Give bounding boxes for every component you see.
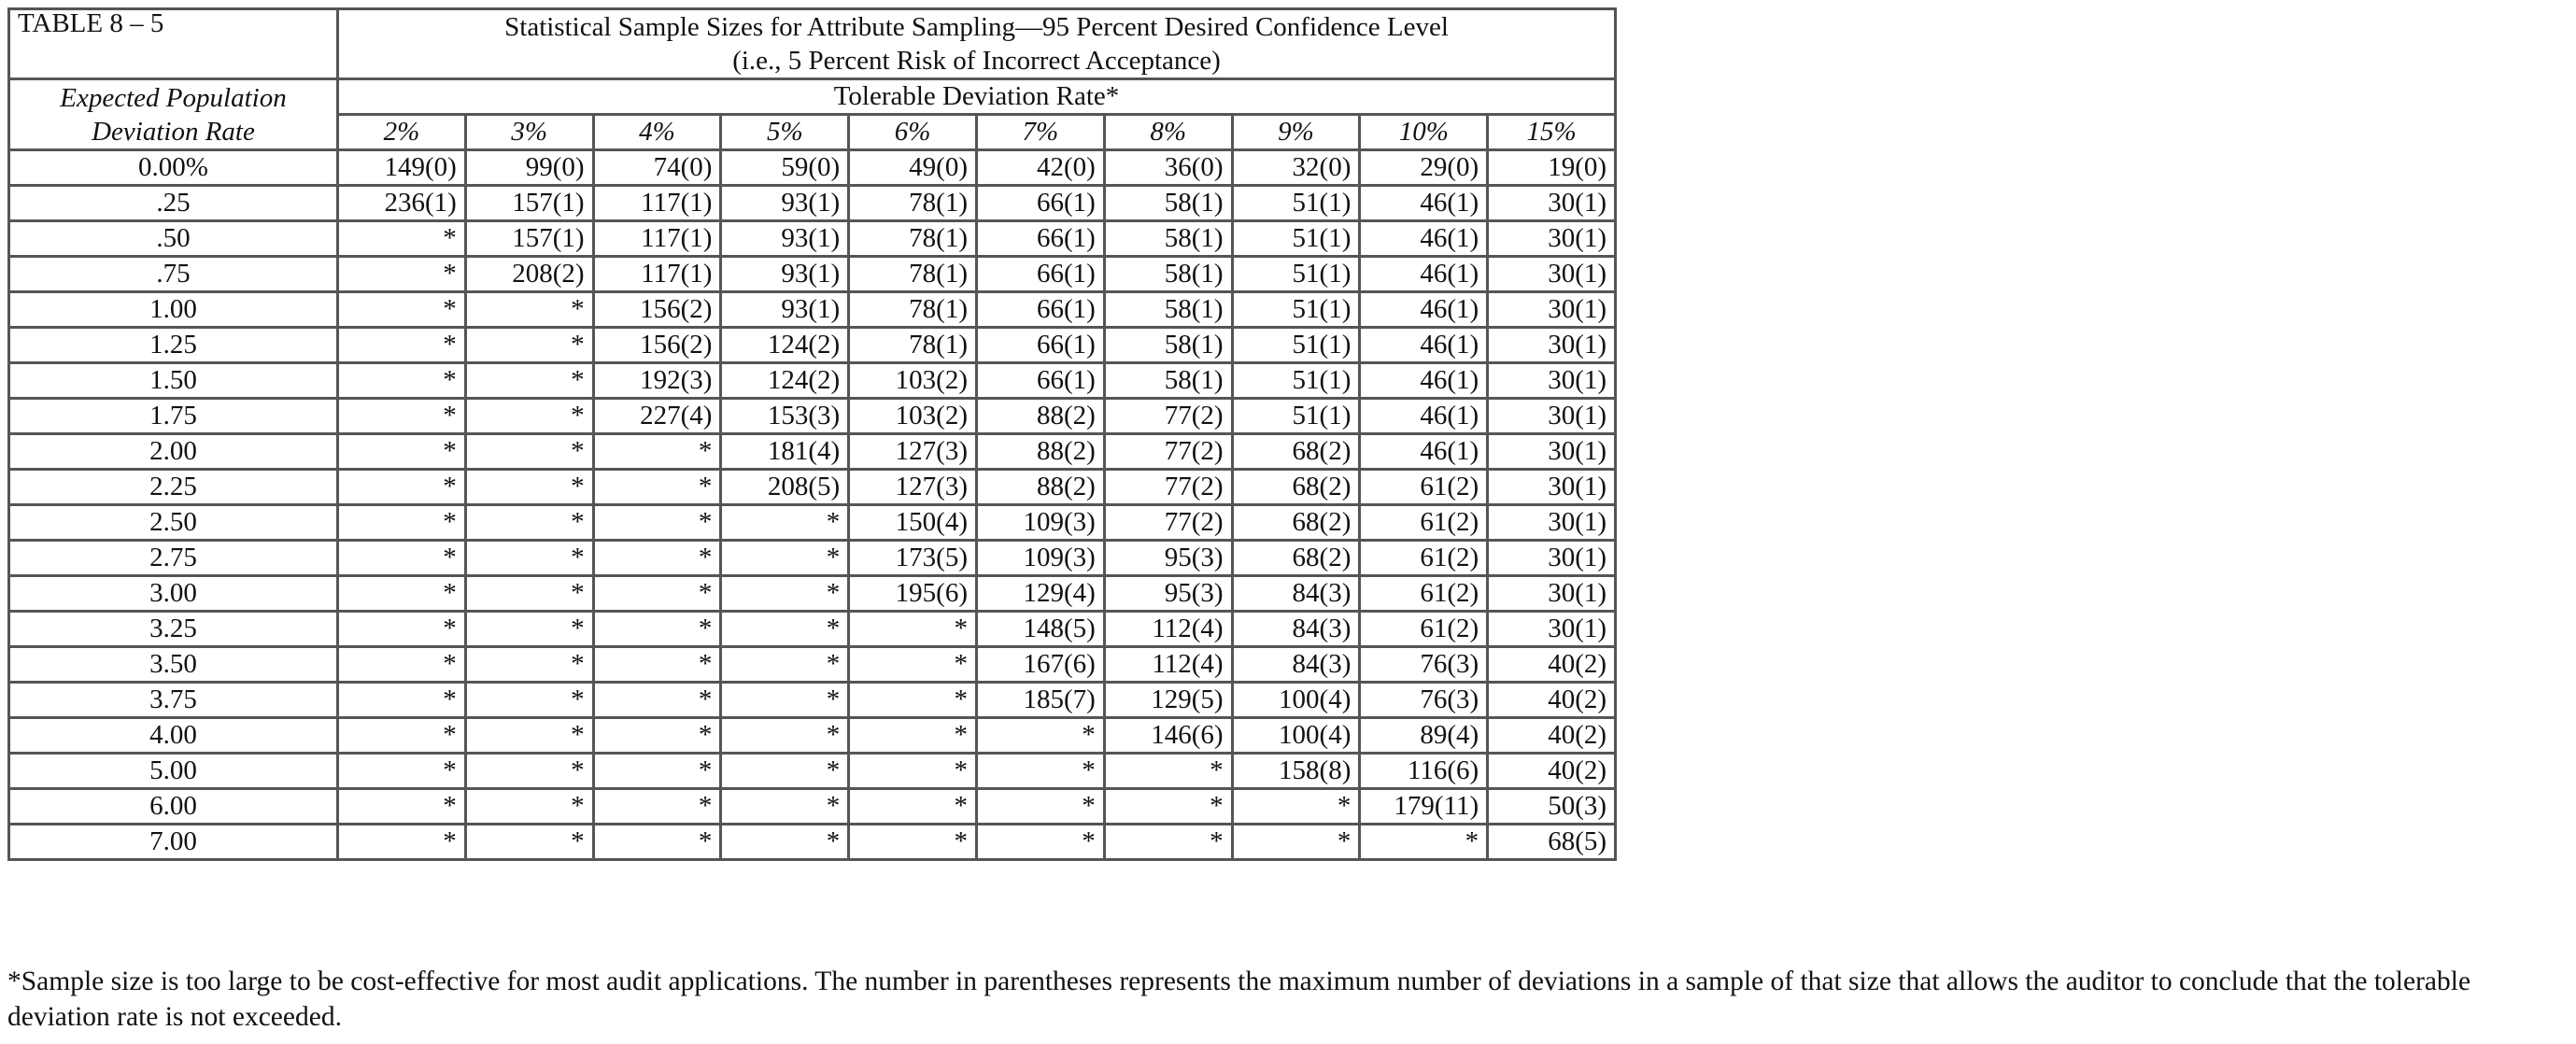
table-cell: 103(2) [849,363,977,399]
table-cell: * [721,683,849,718]
table-cell: 42(0) [976,150,1104,186]
table-cell: 66(1) [976,186,1104,221]
table-cell: 157(1) [465,186,593,221]
table-cell: * [849,718,977,754]
table-cell: 61(2) [1360,470,1488,505]
table-title-line-1: Statistical Sample Sizes for Attribute Sampling—95 Percent Desired Confidence Level [504,12,1449,42]
table-cell: * [721,718,849,754]
table-cell: 30(1) [1488,328,1616,363]
table-cell: * [465,505,593,541]
table-cell: 58(1) [1104,363,1232,399]
table-cell: 40(2) [1488,754,1616,789]
table-cell: * [721,541,849,576]
table-cell: 29(0) [1360,150,1488,186]
table-cell: 77(2) [1104,505,1232,541]
table-cell: 66(1) [976,363,1104,399]
table-cell: * [849,647,977,683]
table-row [9,683,1616,718]
table-cell: * [721,647,849,683]
title-row [9,9,1616,79]
table-row [9,576,1616,612]
table-cell: * [593,754,721,789]
table-cell: * [1232,789,1360,825]
table-cell: * [849,825,977,860]
table-cell: * [338,292,466,328]
table-cell: * [338,470,466,505]
row-label: 2.50 [9,505,338,541]
table-cell: 158(8) [1232,754,1360,789]
table-cell: 61(2) [1360,612,1488,647]
table-cell: * [465,470,593,505]
table-cell: 51(1) [1232,221,1360,257]
row-label: 2.25 [9,470,338,505]
table-cell: 68(2) [1232,541,1360,576]
table-cell: 88(2) [976,434,1104,470]
table-cell: 129(4) [976,576,1104,612]
table-cell: 51(1) [1232,186,1360,221]
table-cell: 30(1) [1488,541,1616,576]
table-cell: 76(3) [1360,647,1488,683]
column-header: 15% [1488,115,1616,150]
table-cell: 50(3) [1488,789,1616,825]
table-cell: * [338,683,466,718]
table-cell: 68(2) [1232,505,1360,541]
table-cell: * [1104,754,1232,789]
table-cell: 40(2) [1488,718,1616,754]
table-cell: 78(1) [849,221,977,257]
table-row [9,150,1616,186]
row-label: 6.00 [9,789,338,825]
table-cell: 129(5) [1104,683,1232,718]
table-cell: * [338,505,466,541]
table-row [9,505,1616,541]
table-cell: 19(0) [1488,150,1616,186]
table-cell: * [593,505,721,541]
table-cell: 59(0) [721,150,849,186]
sample-size-table [7,7,1617,861]
table-cell: 95(3) [1104,541,1232,576]
table-cell: 112(4) [1104,612,1232,647]
table-cell: 157(1) [465,221,593,257]
table-cell: 208(2) [465,257,593,292]
table-cell: * [976,789,1104,825]
table-cell: * [849,612,977,647]
table-cell: 58(1) [1104,257,1232,292]
table-cell: 236(1) [338,186,466,221]
row-label: .25 [9,186,338,221]
table-cell: * [465,754,593,789]
table-cell: * [465,541,593,576]
table-cell: 74(0) [593,150,721,186]
table-row [9,718,1616,754]
table-cell: 156(2) [593,328,721,363]
table-cell: 40(2) [1488,647,1616,683]
table-row [9,257,1616,292]
table-cell: * [465,328,593,363]
row-label: 3.00 [9,576,338,612]
table-cell: 117(1) [593,186,721,221]
table-row [9,541,1616,576]
row-label: .50 [9,221,338,257]
table-cell: 30(1) [1488,221,1616,257]
table-cell: * [338,718,466,754]
table-cell: * [849,683,977,718]
row-label: 2.00 [9,434,338,470]
row-label: 5.00 [9,754,338,789]
column-header: 4% [593,115,721,150]
table-cell: 124(2) [721,328,849,363]
table-cell: * [338,363,466,399]
table-cell: * [721,825,849,860]
row-label: 1.50 [9,363,338,399]
table-cell: 89(4) [1360,718,1488,754]
table-cell: 78(1) [849,292,977,328]
table-cell: * [976,718,1104,754]
row-label: 3.75 [9,683,338,718]
table-cell: 66(1) [976,292,1104,328]
table-cell: 36(0) [1104,150,1232,186]
table-cell: 51(1) [1232,399,1360,434]
table-cell: * [593,647,721,683]
table-cell: * [721,754,849,789]
table-cell: 40(2) [1488,683,1616,718]
table-title [338,9,1616,79]
table-cell: 78(1) [849,257,977,292]
table-cell: 49(0) [849,150,977,186]
table-cell: * [849,789,977,825]
table-cell: * [338,576,466,612]
table-row [9,399,1616,434]
table-cell: 192(3) [593,363,721,399]
table-cell: 30(1) [1488,612,1616,647]
table-cell: 46(1) [1360,328,1488,363]
table-cell: 150(4) [849,505,977,541]
column-header: 8% [1104,115,1232,150]
table-cell: 30(1) [1488,470,1616,505]
table-cell: 112(4) [1104,647,1232,683]
table-cell: 116(6) [1360,754,1488,789]
table-cell: 51(1) [1232,292,1360,328]
table-cell: * [849,754,977,789]
table-cell: * [721,789,849,825]
table-cell: 117(1) [593,257,721,292]
table-row [9,647,1616,683]
table-cell: 84(3) [1232,612,1360,647]
table-cell: * [338,328,466,363]
table-cell: 167(6) [976,647,1104,683]
table-cell: 93(1) [721,257,849,292]
group-header-row [9,79,1616,115]
table-cell: 84(3) [1232,576,1360,612]
table-cell: * [721,505,849,541]
table-cell: 95(3) [1104,576,1232,612]
table-cell: 76(3) [1360,683,1488,718]
table-row [9,363,1616,399]
table-cell: 30(1) [1488,186,1616,221]
table-row [9,434,1616,470]
table-cell: 46(1) [1360,434,1488,470]
table-row [9,789,1616,825]
table-cell: 195(6) [849,576,977,612]
sampling-table-container [7,7,1617,861]
table-cell: * [338,434,466,470]
table-body [9,150,1616,860]
table-cell: 30(1) [1488,434,1616,470]
table-cell: * [465,576,593,612]
table-cell: 99(0) [465,150,593,186]
table-cell: * [1360,825,1488,860]
table-footnote: *Sample size is too large to be cost-effective for most audit applications. The number in parentheses represents the maximum number of deviations in a sample of that size that allows the auditor to conclude that the tolerable deviation rate is not exceeded. [7,966,2471,1032]
table-cell: 124(2) [721,363,849,399]
row-label: 7.00 [9,825,338,860]
column-group-header: Tolerable Deviation Rate* [338,79,1616,115]
table-cell: 88(2) [976,399,1104,434]
column-header: 9% [1232,115,1360,150]
table-cell: * [593,434,721,470]
table-cell: 109(3) [976,541,1104,576]
table-cell: 185(7) [976,683,1104,718]
table-cell: * [593,789,721,825]
table-cell: 58(1) [1104,221,1232,257]
table-cell: * [338,399,466,434]
table-cell: 51(1) [1232,363,1360,399]
table-cell: * [593,718,721,754]
table-cell: 149(0) [338,150,466,186]
table-cell: * [976,754,1104,789]
table-row [9,292,1616,328]
table-cell: * [338,257,466,292]
table-cell: * [1232,825,1360,860]
column-header: 6% [849,115,977,150]
table-cell: 100(4) [1232,683,1360,718]
table-cell: * [338,754,466,789]
table-cell: * [976,825,1104,860]
row-label: 4.00 [9,718,338,754]
table-cell: 61(2) [1360,541,1488,576]
table-cell: 77(2) [1104,434,1232,470]
table-cell: 153(3) [721,399,849,434]
table-cell: 66(1) [976,221,1104,257]
row-label: 3.25 [9,612,338,647]
table-cell: 61(2) [1360,505,1488,541]
table-cell: 58(1) [1104,292,1232,328]
table-cell: * [593,541,721,576]
table-cell: * [465,683,593,718]
table-cell: 68(5) [1488,825,1616,860]
table-cell: * [593,683,721,718]
row-label: 0.00% [9,150,338,186]
table-cell: * [593,612,721,647]
table-cell: 78(1) [849,328,977,363]
column-header: 7% [976,115,1104,150]
table-cell: * [465,434,593,470]
table-cell: * [593,825,721,860]
table-cell: 173(5) [849,541,977,576]
table-cell: * [1104,789,1232,825]
column-header: 10% [1360,115,1488,150]
table-cell: 93(1) [721,292,849,328]
table-cell: 88(2) [976,470,1104,505]
table-cell: 208(5) [721,470,849,505]
table-cell: 30(1) [1488,292,1616,328]
table-cell: 46(1) [1360,363,1488,399]
table-cell: 66(1) [976,328,1104,363]
table-cell: 100(4) [1232,718,1360,754]
table-row [9,470,1616,505]
table-cell: 30(1) [1488,257,1616,292]
table-cell: * [721,612,849,647]
table-cell: * [465,825,593,860]
table-cell: 46(1) [1360,186,1488,221]
table-cell: 30(1) [1488,399,1616,434]
row-label: 2.75 [9,541,338,576]
table-cell: 127(3) [849,470,977,505]
table-cell: * [338,825,466,860]
table-cell: 51(1) [1232,257,1360,292]
table-cell: 30(1) [1488,363,1616,399]
table-cell: * [721,576,849,612]
table-cell: 84(3) [1232,647,1360,683]
table-cell: 46(1) [1360,292,1488,328]
table-title-line-2: (i.e., 5 Percent Risk of Incorrect Acceptance) [732,46,1221,76]
table-cell: * [465,647,593,683]
table-cell: * [338,541,466,576]
row-label: .75 [9,257,338,292]
table-cell: * [465,363,593,399]
table-cell: 58(1) [1104,186,1232,221]
table-cell: * [338,612,466,647]
table-cell: 51(1) [1232,328,1360,363]
table-row [9,825,1616,860]
table-cell: 30(1) [1488,576,1616,612]
table-cell: 146(6) [1104,718,1232,754]
table-cell: 181(4) [721,434,849,470]
table-cell: 156(2) [593,292,721,328]
table-cell: 227(4) [593,399,721,434]
table-cell: 179(11) [1360,789,1488,825]
table-cell: * [1104,825,1232,860]
row-header-line-2: Deviation Rate [92,116,255,147]
row-header-label [9,79,338,150]
table-cell: 127(3) [849,434,977,470]
column-header: 3% [465,115,593,150]
table-row [9,754,1616,789]
table-cell: 93(1) [721,221,849,257]
table-row [9,221,1616,257]
row-label: 1.25 [9,328,338,363]
table-cell: * [465,612,593,647]
table-cell: 77(2) [1104,399,1232,434]
table-cell: 103(2) [849,399,977,434]
table-cell: 46(1) [1360,257,1488,292]
table-row [9,612,1616,647]
table-cell: 58(1) [1104,328,1232,363]
table-cell: * [338,789,466,825]
table-cell: 68(2) [1232,470,1360,505]
table-cell: * [593,470,721,505]
table-cell: 30(1) [1488,505,1616,541]
table-cell: * [338,647,466,683]
row-header-line-1: Expected Population [60,82,287,113]
table-cell: 46(1) [1360,221,1488,257]
row-label: 1.00 [9,292,338,328]
table-cell: 46(1) [1360,399,1488,434]
table-cell: * [465,718,593,754]
table-cell: * [465,292,593,328]
table-cell: 93(1) [721,186,849,221]
table-cell: 117(1) [593,221,721,257]
table-row [9,186,1616,221]
column-header: 5% [721,115,849,150]
column-header: 2% [338,115,466,150]
table-cell: * [593,576,721,612]
table-number: TABLE 8 – 5 [9,9,338,79]
table-cell: * [465,789,593,825]
table-cell: 109(3) [976,505,1104,541]
row-label: 3.50 [9,647,338,683]
table-row [9,328,1616,363]
table-cell: * [465,399,593,434]
table-cell: 77(2) [1104,470,1232,505]
table-cell: 61(2) [1360,576,1488,612]
table-cell: 32(0) [1232,150,1360,186]
row-label: 1.75 [9,399,338,434]
table-cell: * [338,221,466,257]
table-cell: 66(1) [976,257,1104,292]
table-cell: 78(1) [849,186,977,221]
table-cell: 148(5) [976,612,1104,647]
table-cell: 68(2) [1232,434,1360,470]
